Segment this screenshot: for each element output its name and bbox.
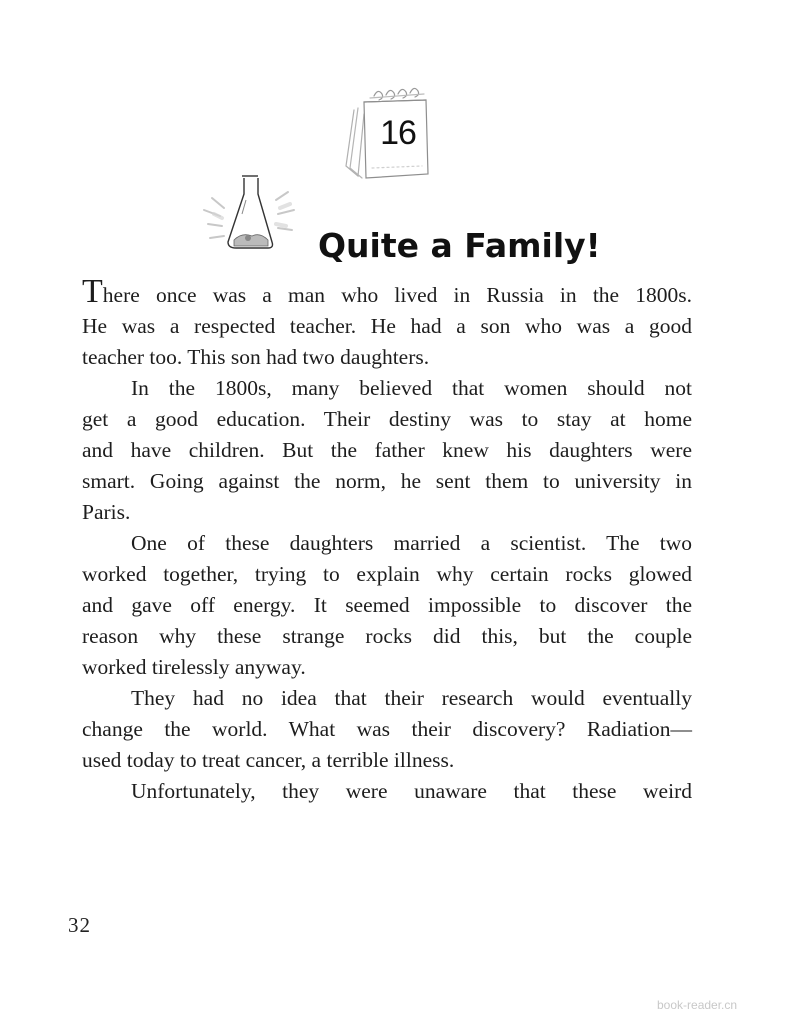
text-line: They had no idea that their research would eventually: [131, 686, 692, 710]
text-line: He was a respected teacher. He had a son who was a good: [82, 314, 692, 338]
text-line: worked tirelessly anyway.: [82, 655, 306, 679]
text-line: and have children. But the father knew his daughters were: [82, 438, 692, 462]
paragraph: [82, 528, 692, 683]
text-line: used today to treat cancer, a terrible illness.: [82, 748, 455, 772]
paragraph: [82, 683, 692, 776]
chapter-body: [82, 273, 692, 807]
chapter-number: 16: [380, 114, 416, 152]
page-number: 32: [68, 913, 91, 937]
paragraph: [82, 776, 692, 807]
drop-cap: T: [82, 273, 103, 310]
flask-icon: [196, 170, 306, 255]
text-line: One of these daughters married a scientist. The two: [131, 531, 692, 555]
watermark: book-reader.cn: [657, 998, 738, 1012]
text-line: reason why these strange rocks did this, but the couple: [82, 624, 692, 648]
text-line: worked together, trying to explain why certain rocks glowed: [82, 562, 692, 586]
text-line: Unfortunately, they were unaware that these weird: [131, 779, 692, 803]
text-line: There once was a man who lived in Russia in the 1800s.: [82, 273, 692, 310]
text-line: change the world. What was their discovery? Radiation—: [82, 717, 692, 741]
chapter-title: Quite a Family!: [318, 226, 601, 266]
text-line: and gave off energy. It seemed impossible to discover the: [82, 593, 692, 617]
text-line: In the 1800s, many believed that women should not: [131, 376, 692, 400]
text-line: Paris.: [82, 500, 131, 524]
text-line: get a good education. Their destiny was to stay at home: [82, 407, 692, 431]
paragraph: [82, 373, 692, 528]
calendar-icon: [340, 78, 436, 188]
paragraph: [82, 273, 692, 373]
text-line: smart. Going against the norm, he sent them to university in: [82, 469, 692, 493]
text-line: teacher too. This son had two daughters.: [82, 345, 430, 369]
